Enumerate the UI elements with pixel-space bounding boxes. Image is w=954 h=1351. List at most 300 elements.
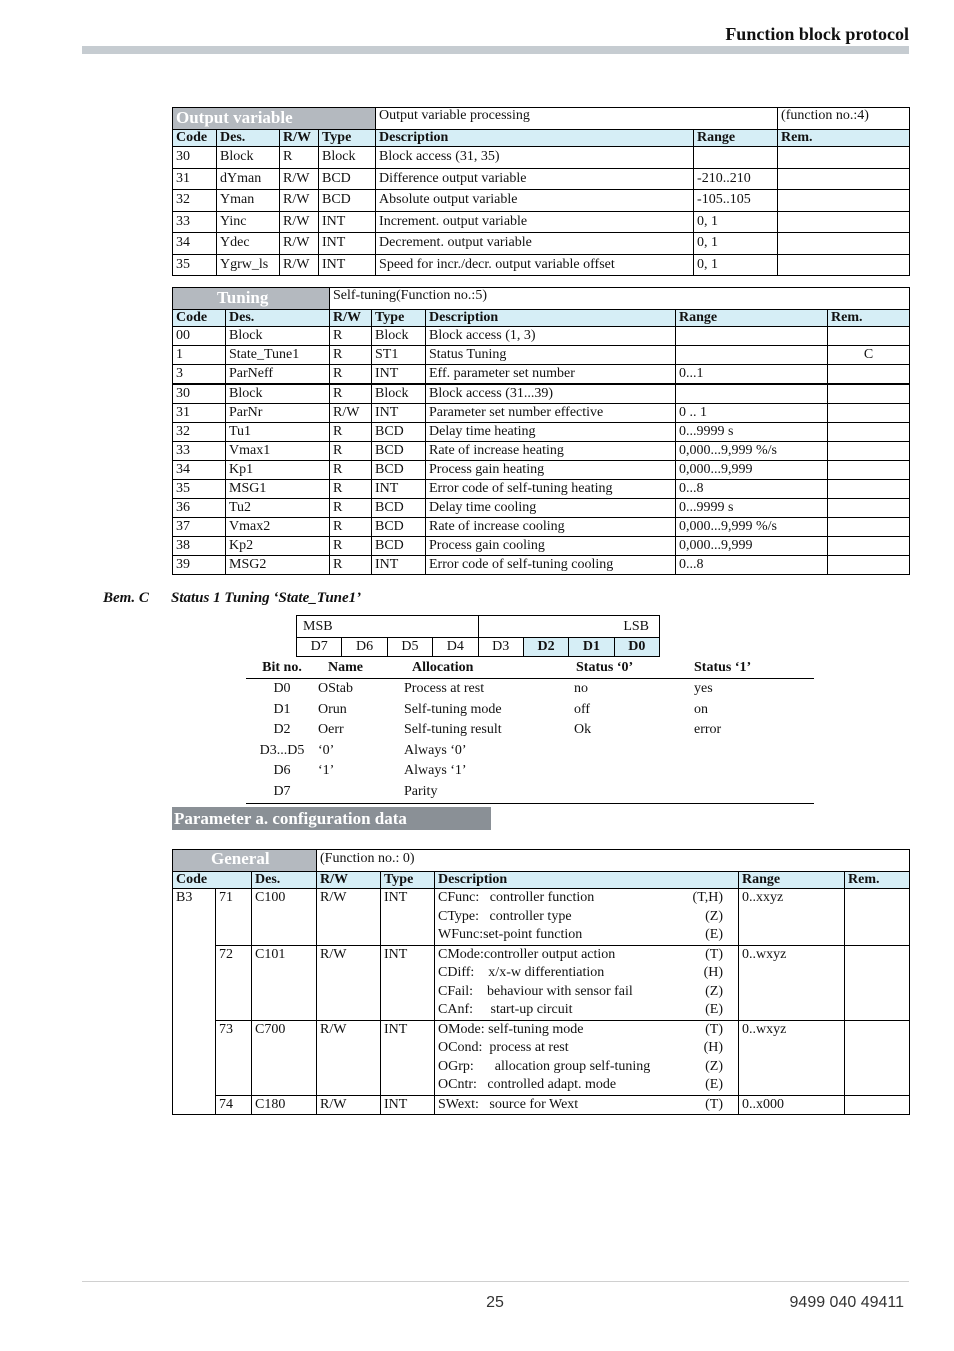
table-cell: Tu2	[226, 499, 330, 518]
table-cell: 38	[173, 537, 226, 556]
general-header-row	[173, 872, 910, 889]
bit-cell-highlighted: D2	[524, 637, 569, 657]
table-cell: BCD	[372, 461, 426, 480]
table-cell: ST1	[372, 346, 426, 365]
general-title: General	[173, 850, 317, 872]
description-cell	[435, 889, 739, 946]
table-row	[173, 404, 910, 423]
list-item	[246, 720, 814, 741]
table-cell: Rate of increase heating	[426, 442, 676, 461]
table-cell: R	[330, 499, 372, 518]
table-cell: Error code of self-tuning heating	[426, 480, 676, 499]
table-cell: Block	[319, 147, 376, 169]
list-item	[246, 700, 814, 721]
table-cell: 36	[173, 499, 226, 518]
bit-table-cell: Ok	[574, 722, 592, 737]
table-cell: Block	[372, 327, 426, 346]
table-cell: INT	[319, 233, 376, 255]
tuning-function-no: Self-tuning(Function no.:5)	[330, 288, 910, 310]
list-item	[246, 782, 814, 803]
col-code: Code	[173, 130, 217, 147]
table-cell: 0..wxyz	[739, 945, 845, 1020]
table-row	[173, 327, 910, 346]
bit-table-cell: D7	[273, 783, 291, 799]
table-cell: Block	[372, 384, 426, 404]
col-status-1: Status ‘1’	[694, 660, 752, 675]
description-text: CFunc: controller function	[438, 890, 595, 905]
table-cell: 0...1	[676, 365, 828, 385]
bit-cell: D7	[296, 637, 342, 657]
table-cell: Speed for incr./decr. output variable offset	[376, 254, 694, 276]
table-row	[173, 211, 910, 233]
table-cell: BCD	[372, 499, 426, 518]
tuning-table	[172, 287, 909, 575]
table-cell: 3	[173, 365, 226, 385]
description-text: OCond: process at rest	[438, 1040, 569, 1055]
bit-table-header	[246, 657, 814, 679]
group-code-cell: B3	[173, 889, 216, 1115]
table-cell: 32	[173, 423, 226, 442]
table-cell: 30	[173, 147, 217, 169]
description-tag: (H)	[703, 965, 723, 980]
tuning-title: Tuning	[173, 288, 330, 310]
table-cell	[828, 537, 910, 556]
table-cell: INT	[372, 365, 426, 385]
description-line	[438, 946, 735, 965]
col-status-0: Status ‘0’	[576, 660, 634, 675]
table-cell: R	[330, 461, 372, 480]
bit-table-cell	[694, 761, 814, 782]
table-row	[173, 147, 910, 169]
table-cell: 0, 1	[694, 233, 778, 255]
bit-cell: D3	[479, 637, 524, 657]
table-cell: 30	[173, 384, 226, 404]
table-cell: R/W	[280, 254, 319, 276]
table-cell: INT	[372, 556, 426, 575]
bit-table-cell: D0	[273, 681, 291, 696]
table-cell: R	[330, 423, 372, 442]
col-rem: Rem.	[845, 872, 910, 889]
col-des: Des.	[252, 872, 317, 889]
table-row	[173, 346, 910, 365]
table-cell: ParNeff	[226, 365, 330, 385]
table-cell: Status Tuning	[426, 346, 676, 365]
table-cell: R	[280, 147, 319, 169]
table-cell	[828, 384, 910, 404]
description-text: OMode: self-tuning mode	[438, 1021, 584, 1037]
table-cell: 0...8	[676, 480, 828, 499]
table-cell	[778, 190, 910, 212]
table-cell: 0 .. 1	[676, 404, 828, 423]
table-cell: R/W	[280, 211, 319, 233]
description-tag: (T,H)	[692, 890, 723, 905]
parameter-section-title: Parameter a. configuration data	[172, 807, 491, 830]
table-cell: Process gain heating	[426, 461, 676, 480]
table-cell: Rate of increase cooling	[426, 518, 676, 537]
description-line	[438, 908, 735, 927]
table-cell	[778, 147, 910, 169]
table-cell: ParNr	[226, 404, 330, 423]
col-type: Type	[319, 130, 376, 147]
bit-cell: D4	[433, 637, 478, 657]
table-cell: BCD	[372, 442, 426, 461]
description-tag: (T)	[705, 1096, 723, 1112]
table-cell	[828, 365, 910, 385]
remark-c-heading	[103, 590, 361, 607]
table-cell: R	[330, 384, 372, 404]
description-tag: (Z)	[705, 983, 723, 999]
table-cell: Kp2	[226, 537, 330, 556]
table-cell: BCD	[319, 190, 376, 212]
table-cell: INT	[381, 889, 435, 946]
table-cell: 31	[173, 168, 217, 190]
table-cell: R/W	[317, 945, 381, 1020]
table-cell: 35	[173, 254, 217, 276]
col-rem: Rem.	[828, 310, 910, 327]
table-cell: R/W	[317, 889, 381, 946]
table-cell: Block	[217, 147, 280, 169]
table-cell: Increment. output variable	[376, 211, 694, 233]
table-row	[173, 168, 910, 190]
bit-table-cell	[694, 782, 814, 803]
description-tag: (E)	[705, 927, 723, 942]
list-item	[246, 741, 814, 762]
bit-table-cell	[574, 782, 694, 803]
table-cell: Ydec	[217, 233, 280, 255]
table-row	[173, 556, 910, 575]
table-cell: R	[330, 365, 372, 385]
bit-cell: D6	[342, 637, 387, 657]
bit-table-cell: Always ‘1’	[404, 763, 467, 778]
table-cell: 0,000...9,999 %/s	[676, 442, 828, 461]
table-cell: INT	[381, 1020, 435, 1095]
description-text: OGrp: allocation group self-tuning	[438, 1058, 651, 1074]
description-line	[438, 1096, 735, 1115]
table-cell: State_Tune1	[226, 346, 330, 365]
table-cell: dYman	[217, 168, 280, 190]
table-cell: 34	[173, 233, 217, 255]
table-cell: R	[330, 346, 372, 365]
table-cell: Vmax2	[226, 518, 330, 537]
description-tag: (E)	[705, 1077, 723, 1092]
table-cell: INT	[381, 945, 435, 1020]
description-line	[438, 1001, 735, 1020]
header-rule	[82, 46, 909, 54]
table-cell: C101	[252, 945, 317, 1020]
output-variable-header-row	[173, 130, 910, 147]
table-cell	[676, 384, 828, 404]
table-cell: Absolute output variable	[376, 190, 694, 212]
table-cell: 0, 1	[694, 211, 778, 233]
table-cell	[778, 233, 910, 255]
table-cell: 0..wxyz	[739, 1020, 845, 1095]
table-cell: C	[828, 346, 910, 365]
table-row	[173, 1020, 910, 1095]
bit-table-cell	[574, 741, 694, 762]
description-line	[438, 926, 735, 945]
table-cell	[828, 499, 910, 518]
description-text: CType: controller type	[438, 908, 572, 924]
table-cell: Tu1	[226, 423, 330, 442]
table-cell: BCD	[372, 537, 426, 556]
bit-cell: D5	[388, 637, 433, 657]
table-row	[173, 442, 910, 461]
description-text: SWext: source for Wext	[438, 1096, 579, 1112]
bit-table-cell	[318, 782, 398, 803]
table-row	[173, 1095, 910, 1115]
table-cell: 1	[173, 346, 226, 365]
table-cell: BCD	[319, 168, 376, 190]
col-code: Code	[173, 310, 226, 327]
table-cell: MSG2	[226, 556, 330, 575]
bit-table-cell	[694, 741, 814, 762]
general-function-no: (Function no.: 0)	[317, 850, 910, 872]
col-description: Description	[426, 310, 676, 327]
table-cell: BCD	[372, 518, 426, 537]
table-cell: INT	[319, 254, 376, 276]
table-cell: BCD	[372, 423, 426, 442]
table-row	[173, 190, 910, 212]
table-cell: R/W	[280, 168, 319, 190]
table-cell: INT	[372, 480, 426, 499]
table-cell	[778, 211, 910, 233]
table-cell	[676, 327, 828, 346]
table-cell: Block access (31...39)	[426, 384, 676, 404]
bit-table-cell: yes	[694, 681, 713, 696]
description-tag: (Z)	[705, 908, 723, 924]
table-cell	[778, 168, 910, 190]
description-tag: (E)	[705, 1002, 723, 1017]
bit-table-cell: D6	[273, 763, 291, 778]
lsb-label: LSB	[478, 615, 660, 637]
table-cell	[828, 480, 910, 499]
table-cell	[845, 945, 910, 1020]
table-cell: Block access (31, 35)	[376, 147, 694, 169]
col-rw: R/W	[280, 130, 319, 147]
bit-table-cell: Self-tuning mode	[404, 701, 502, 717]
col-rw: R/W	[330, 310, 372, 327]
bit-table-cell: D2	[273, 722, 291, 737]
table-cell	[845, 889, 910, 946]
table-cell: 33	[173, 211, 217, 233]
bit-table-cell: error	[694, 722, 722, 737]
remark-label: Bem. C	[103, 590, 149, 606]
table-cell: 37	[173, 518, 226, 537]
table-cell: 71	[216, 889, 252, 946]
table-cell: Delay time cooling	[426, 499, 676, 518]
table-row	[173, 889, 910, 946]
table-cell: 39	[173, 556, 226, 575]
table-cell: 72	[216, 945, 252, 1020]
col-des: Des.	[217, 130, 280, 147]
col-range: Range	[739, 872, 845, 889]
page-header-title: Function block protocol	[725, 24, 909, 44]
table-cell: Parameter set number effective	[426, 404, 676, 423]
bit-table-cell: Always ‘0’	[404, 742, 467, 758]
table-cell: MSG1	[226, 480, 330, 499]
table-cell: R/W	[317, 1095, 381, 1115]
bit-cell-highlighted: D1	[569, 637, 614, 657]
table-cell	[778, 254, 910, 276]
table-cell: Vmax1	[226, 442, 330, 461]
col-type: Type	[372, 310, 426, 327]
description-line	[438, 1058, 735, 1077]
col-name: Name	[328, 660, 363, 675]
description-line	[438, 964, 735, 983]
list-item	[246, 761, 814, 782]
remark-text: Status 1 Tuning ‘State_Tune1’	[171, 590, 362, 606]
description-tag: (H)	[703, 1040, 723, 1055]
table-cell: 32	[173, 190, 217, 212]
table-cell: 33	[173, 442, 226, 461]
table-cell	[676, 346, 828, 365]
table-cell	[845, 1020, 910, 1095]
table-cell: 34	[173, 461, 226, 480]
table-cell: 0,000...9,999	[676, 537, 828, 556]
table-cell: R	[330, 327, 372, 346]
table-row	[173, 480, 910, 499]
description-cell	[435, 1020, 739, 1095]
table-cell: 0,000...9,999	[676, 461, 828, 480]
description-line	[438, 1039, 735, 1058]
table-cell: 0...9999 s	[676, 499, 828, 518]
table-cell: 0, 1	[694, 254, 778, 276]
bit-table-cell: Process at rest	[404, 681, 485, 696]
table-cell	[694, 147, 778, 169]
bit-table-cell: ‘0’	[318, 742, 335, 758]
table-cell: R	[330, 480, 372, 499]
table-cell	[828, 404, 910, 423]
description-cell	[435, 1095, 739, 1115]
table-cell: C180	[252, 1095, 317, 1115]
status-bit-table	[246, 657, 814, 804]
table-cell: Yinc	[217, 211, 280, 233]
col-range: Range	[694, 130, 778, 147]
col-code: Code	[173, 872, 252, 889]
table-row	[173, 233, 910, 255]
table-cell: Yman	[217, 190, 280, 212]
table-cell: R/W	[280, 190, 319, 212]
table-cell: R/W	[280, 233, 319, 255]
col-type: Type	[381, 872, 435, 889]
table-cell	[828, 556, 910, 575]
table-cell: 74	[216, 1095, 252, 1115]
col-rem: Rem.	[778, 130, 910, 147]
table-cell: 35	[173, 480, 226, 499]
msb-label: MSB	[296, 615, 478, 637]
table-row	[173, 461, 910, 480]
bit-table-cell: on	[694, 701, 708, 717]
table-cell: 00	[173, 327, 226, 346]
list-item	[246, 679, 814, 700]
col-des: Des.	[226, 310, 330, 327]
table-cell: R/W	[330, 404, 372, 423]
col-description: Description	[376, 130, 694, 147]
table-row	[173, 365, 910, 385]
description-line	[438, 1076, 735, 1095]
table-cell: Eff. parameter set number	[426, 365, 676, 385]
col-description: Description	[435, 872, 739, 889]
bit-cell-highlighted: D0	[615, 637, 660, 657]
description-line	[438, 983, 735, 1002]
description-text: CDiff: x/x-w differentiation	[438, 965, 605, 980]
col-rw: R/W	[317, 872, 381, 889]
table-cell	[845, 1095, 910, 1115]
table-cell: R	[330, 537, 372, 556]
col-allocation: Allocation	[412, 660, 474, 675]
bit-table-cell: off	[574, 701, 591, 717]
table-cell: R	[330, 518, 372, 537]
table-cell	[828, 327, 910, 346]
table-cell: Difference output variable	[376, 168, 694, 190]
bit-table-cell: OStab	[318, 681, 353, 696]
table-cell: 0,000...9,999 %/s	[676, 518, 828, 537]
output-variable-subtitle: Output variable processing	[376, 108, 778, 130]
description-text: CFail: behaviour with sensor fail	[438, 983, 633, 999]
table-cell: Block	[226, 384, 330, 404]
page-number: 25	[486, 1294, 504, 1311]
table-cell: R	[330, 442, 372, 461]
description-tag: (Z)	[705, 1058, 723, 1074]
description-cell	[435, 945, 739, 1020]
table-cell: Kp1	[226, 461, 330, 480]
table-cell: INT	[372, 404, 426, 423]
table-cell: 0..xxyz	[739, 889, 845, 946]
bit-table-cell: D1	[273, 701, 291, 717]
table-cell: 31	[173, 404, 226, 423]
col-range: Range	[676, 310, 828, 327]
table-row	[173, 499, 910, 518]
table-cell: Ygrw_ls	[217, 254, 280, 276]
description-line	[438, 889, 735, 908]
table-row	[173, 254, 910, 276]
table-cell: Error code of self-tuning cooling	[426, 556, 676, 575]
table-cell	[828, 518, 910, 537]
table-cell	[828, 461, 910, 480]
table-row	[173, 518, 910, 537]
description-tag: (T)	[705, 946, 723, 962]
table-cell: R/W	[317, 1020, 381, 1095]
bit-table-cell: no	[574, 681, 588, 696]
table-cell: Block	[226, 327, 330, 346]
tuning-header-row	[173, 310, 910, 327]
description-text: OCntr: controlled adapt. mode	[438, 1077, 617, 1092]
table-cell: 0...9999 s	[676, 423, 828, 442]
table-cell	[828, 423, 910, 442]
description-line	[438, 1021, 735, 1040]
table-cell: Decrement. output variable	[376, 233, 694, 255]
table-cell: C100	[252, 889, 317, 946]
description-text: CMode:controller output action	[438, 946, 616, 962]
table-cell: 0...8	[676, 556, 828, 575]
output-variable-function-no: (function no.:4)	[778, 108, 910, 130]
table-cell: C700	[252, 1020, 317, 1095]
bit-table-cell: Oerr	[318, 722, 344, 737]
table-cell: INT	[381, 1095, 435, 1115]
table-cell: INT	[319, 211, 376, 233]
table-cell: Delay time heating	[426, 423, 676, 442]
col-bit-no: Bit no.	[262, 660, 302, 675]
table-cell: R	[330, 556, 372, 575]
description-tag: (T)	[705, 1021, 723, 1037]
output-variable-table	[172, 107, 909, 276]
table-cell: 0..x000	[739, 1095, 845, 1115]
document-number: 9499 040 49411	[789, 1294, 904, 1311]
table-cell: -105..105	[694, 190, 778, 212]
table-row	[173, 537, 910, 556]
description-text: WFunc:set-point function	[438, 927, 583, 942]
bit-table-cell: D3...D5	[259, 742, 305, 758]
